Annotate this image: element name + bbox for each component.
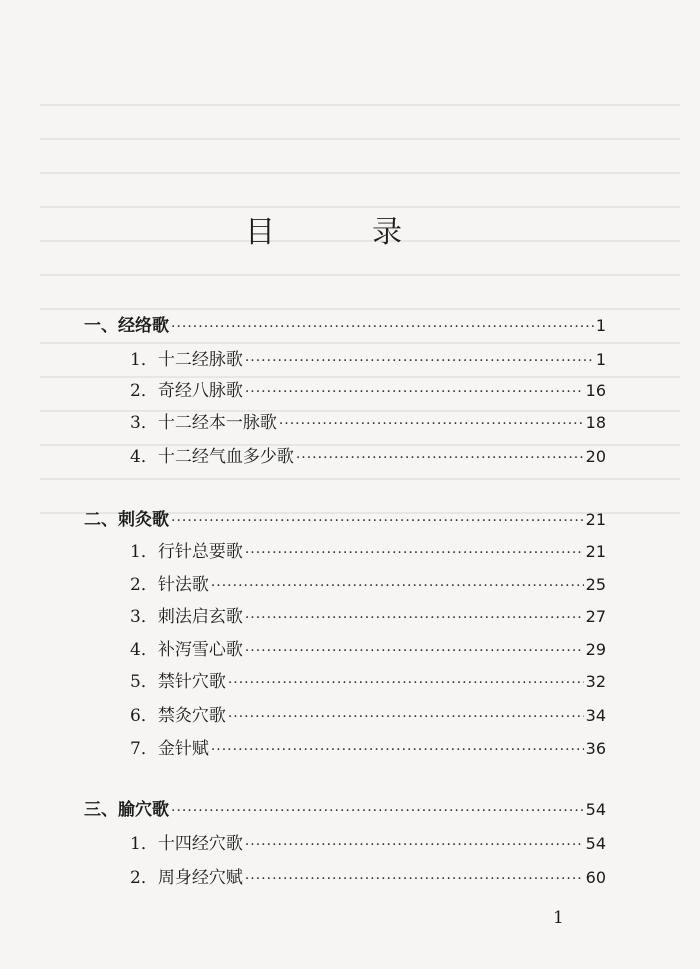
dot-leader: [245, 639, 584, 663]
toc-entry-label: 5．禁针穴歌: [130, 672, 226, 692]
toc-section-2[interactable]: [84, 508, 606, 533]
toc-entry[interactable]: [130, 866, 606, 891]
toc-entry-label: 2．周身经穴赋: [130, 868, 243, 888]
toc-entry[interactable]: [130, 379, 606, 404]
toc-section-page: 54: [585, 800, 606, 819]
toc-entry-page: 25: [585, 575, 606, 594]
toc-entry[interactable]: [130, 704, 606, 729]
dot-leader: [171, 799, 584, 823]
toc-entry[interactable]: [130, 832, 606, 857]
toc-entry-page: 21: [585, 542, 606, 561]
toc-entry[interactable]: [130, 638, 606, 663]
toc-entry-page: 1: [595, 350, 606, 369]
toc-section-page: 21: [585, 510, 606, 529]
toc-section-label: 一、经络歌: [84, 316, 169, 336]
title-char-lu: 录: [372, 215, 402, 250]
dot-leader: [171, 509, 584, 533]
toc-entry-label: 3．十二经本一脉歌: [130, 413, 277, 433]
toc-entry-page: 18: [585, 413, 606, 432]
toc-entry-page: 36: [585, 739, 606, 758]
dot-leader: [245, 833, 584, 857]
toc-entry-page: 29: [585, 640, 606, 659]
toc-section-label: 三、腧穴歌: [84, 800, 169, 820]
dot-leader: [211, 574, 584, 598]
toc-entry[interactable]: [130, 737, 606, 762]
dot-leader: [245, 541, 584, 565]
dot-leader: [245, 380, 584, 404]
toc-entry[interactable]: [130, 348, 606, 373]
dot-leader: [245, 867, 584, 891]
dot-leader: [296, 446, 584, 470]
toc-entry[interactable]: [130, 445, 606, 470]
dot-leader: [211, 738, 584, 762]
toc-section-3[interactable]: [84, 798, 606, 823]
title-char-mu: 目: [245, 215, 275, 250]
toc-entry-label: 1．十二经脉歌: [130, 350, 243, 370]
page-number: 1: [553, 908, 564, 928]
toc-entry-label: 3．刺法启玄歌: [130, 607, 243, 627]
toc-entry-label: 4．补泻雪心歌: [130, 640, 243, 660]
toc-entry-label: 2．针法歌: [130, 575, 209, 595]
toc-entry-page: 60: [585, 868, 606, 887]
toc-entry[interactable]: [130, 540, 606, 565]
dot-leader: [228, 705, 584, 729]
toc-entry-page: 32: [585, 672, 606, 691]
toc-entry-label: 7．金针赋: [130, 739, 209, 759]
toc-entry-label: 1．十四经穴歌: [130, 834, 243, 854]
toc-entry-page: 54: [585, 834, 606, 853]
dot-leader: [245, 349, 594, 373]
toc-entry-label: 4．十二经气血多少歌: [130, 447, 294, 467]
toc-section-page: 1: [595, 316, 606, 335]
toc-entry[interactable]: [130, 605, 606, 630]
dot-leader: [171, 315, 594, 339]
dot-leader: [228, 671, 584, 695]
dot-leader: [245, 606, 584, 630]
toc-section-1[interactable]: [84, 314, 606, 339]
dot-leader: [279, 412, 584, 436]
toc-entry-page: 20: [585, 447, 606, 466]
toc-entry[interactable]: [130, 411, 606, 436]
toc-entry-label: 1．行针总要歌: [130, 542, 243, 562]
show-through-texture: [40, 80, 680, 540]
toc-entry-page: 16: [585, 381, 606, 400]
toc-entry-label: 6．禁灸穴歌: [130, 706, 226, 726]
toc-entry-page: 27: [585, 607, 606, 626]
toc-entry-label: 2．奇经八脉歌: [130, 381, 243, 401]
toc-section-label: 二、刺灸歌: [84, 510, 169, 530]
toc-entry[interactable]: [130, 573, 606, 598]
toc-entry-page: 34: [585, 706, 606, 725]
toc-entry[interactable]: [130, 670, 606, 695]
